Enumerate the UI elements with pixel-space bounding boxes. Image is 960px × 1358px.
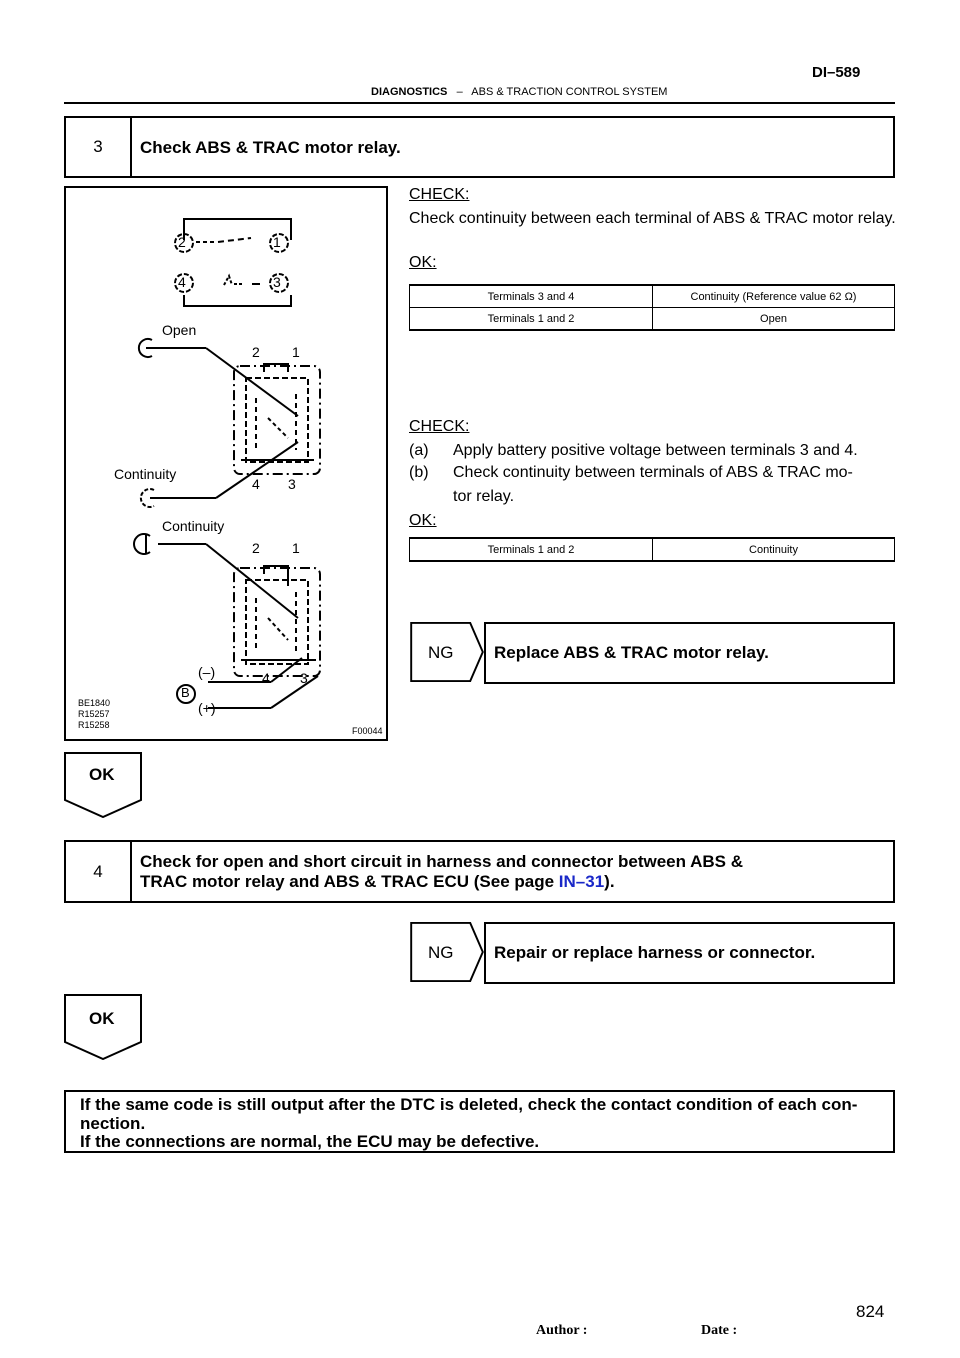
step-3-box [64,116,895,178]
check-1-table [409,284,895,331]
ng-2-text: Repair or replace harness or connector. [494,943,816,962]
open-continuity-label: Continuity [114,466,177,482]
table-cell: Open [653,308,895,331]
footer-author-label: Author : [536,1323,588,1338]
table-row [410,308,895,331]
ok-1-tag: OK [89,765,115,784]
page-ref-link[interactable]: IN–31 [558,872,605,891]
header-rule [64,102,895,104]
final-line-2: nection. [80,1114,146,1133]
ng-1-text: Replace ABS & TRAC motor relay. [494,643,769,662]
check-2-ok-label: OK: [409,512,437,529]
cont-terminal-2: 2 [252,540,260,556]
ng-1-result [484,622,895,684]
top-terminal-3: 3 [273,274,281,290]
negative-label: (–) [198,664,216,680]
step-4-number: 4 [66,842,132,901]
ok-arrow-icon [64,752,142,818]
relay-figure [64,186,388,741]
relay-diagram [66,188,386,739]
check-2-label: CHECK: [409,418,470,435]
table-cell: Terminals 3 and 4 [410,285,653,308]
check-2-item-b-text-cont: tor relay. [453,488,515,505]
check-2-item-a-marker: (a) [409,442,429,459]
ok-2-tag: OK [89,1009,115,1028]
check-1-text: Check continuity between each terminal of ABS & TRAC motor relay. [409,210,896,227]
table-row [410,538,895,561]
step-4-line-2-end: ). [604,872,615,891]
check-1-ok-label: OK: [409,254,437,271]
positive-label: (+) [198,700,216,716]
open-terminal-4: 4 [252,476,260,492]
battery-label: B [181,685,190,700]
figure-code-1: BE1840 [78,698,111,708]
top-terminal-1: 1 [273,234,281,250]
top-terminal-2: 2 [178,234,186,250]
check-1-label: CHECK: [409,186,470,203]
step-4-line-2 [140,872,885,892]
top-wire-lower [184,295,291,306]
open-terminal-2: 2 [252,344,260,360]
table-cell: Terminals 1 and 2 [410,538,653,561]
step-3-number: 3 [66,118,132,176]
ng-2-result [484,922,895,984]
figure-code-3: R15258 [78,720,110,730]
step-4-line-1: Check for open and short circuit in harness and connector between ABS & [140,852,743,871]
footer-page-number: 824 [856,1302,885,1321]
open-terminal-1: 1 [292,344,300,360]
cont-terminal-3: 3 [300,670,308,686]
cont-terminal-4: 4 [262,670,270,686]
final-line-3: If the connections are normal, the ECU may be defective. [80,1132,540,1151]
figure-code-2: R15257 [78,709,110,719]
header-section: DIAGNOSTICS [371,86,448,98]
continuity-label: Continuity [162,518,225,534]
table-cell: Continuity (Reference value 62 Ω) [653,285,895,308]
open-label: Open [162,322,197,338]
check-2-item-b-marker: (b) [409,464,429,481]
footer-date-label: Date : [701,1323,738,1338]
ng-1-tag: NG [428,643,454,662]
header-subsection: ABS & TRACTION CONTROL SYSTEM [471,86,668,98]
running-header [371,86,667,98]
page-code: DI–589 [812,64,861,81]
open-terminal-3: 3 [288,476,296,492]
top-terminal-4: 4 [178,274,186,290]
step-4-box [64,840,895,903]
step-4-line-2-text: TRAC motor relay and ABS & TRAC ECU (See page [140,872,559,891]
ng-2-tag: NG [428,943,454,962]
table-cell: Terminals 1 and 2 [410,308,653,331]
header-dash: – [456,86,463,98]
step-3-title: Check ABS & TRAC motor relay. [140,138,401,157]
table-cell: Continuity [653,538,895,561]
final-note-box [64,1090,895,1153]
check-2-table [409,537,895,562]
cont-terminal-1: 1 [292,540,300,556]
check-2-item-b-text: Check continuity between terminals of ABS & TRAC mo- [453,464,853,481]
check-2-item-a-text: Apply battery positive voltage between terminals 3 and 4. [453,442,858,459]
final-line-1: If the same code is still output after the DTC is deleted, check the contact condition of each con- [80,1095,858,1114]
table-row [410,285,895,308]
figure-id: F00044 [352,726,383,736]
